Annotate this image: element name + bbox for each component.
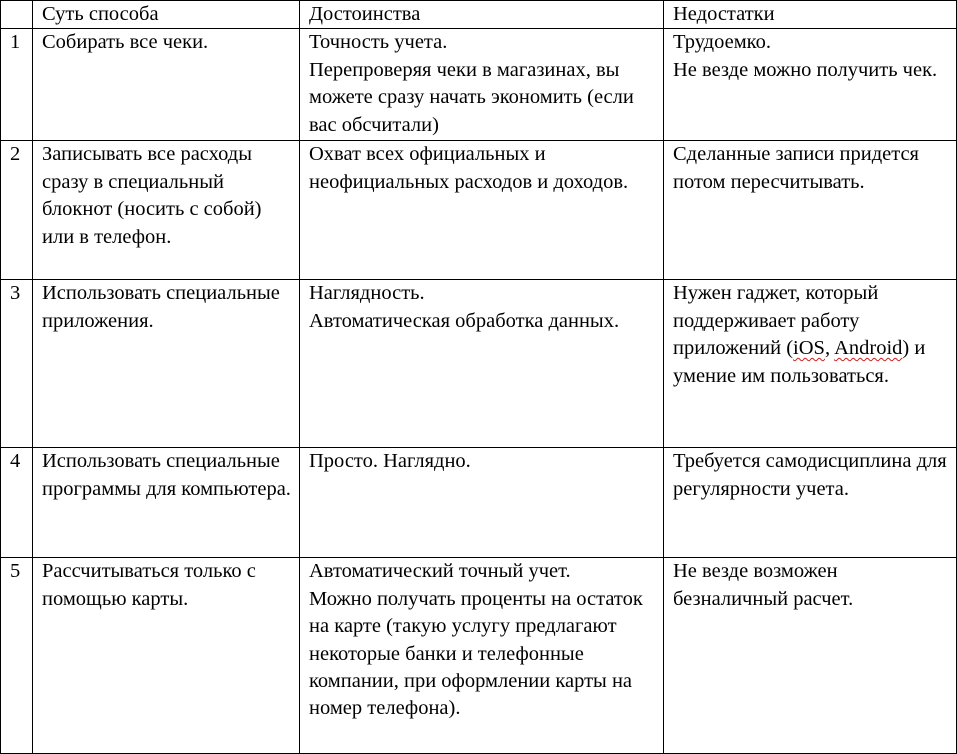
pros-cell: Наглядность. Автоматическая обработка данных. <box>300 280 664 448</box>
cons-cell <box>664 280 957 448</box>
table-row <box>1 558 957 754</box>
method-cell: Собирать все чеки. <box>33 29 300 141</box>
pros-cell: Автоматический точный учет. Можно получать проценты на остаток на карте (такую услугу предлагают некоторые банки и телефонные компании, при оформлении карты на номер телефона). <box>300 558 664 754</box>
table-row <box>1 448 957 558</box>
method-cell: Записывать все расходы сразу в специальный блокнот (носить с собой) или в телефон. <box>33 141 300 280</box>
method-cell: Использовать специальные программы для компьютера. <box>33 448 300 558</box>
header-cons: Недостатки <box>664 1 957 29</box>
method-cell: Рассчитываться только с помощью карты. <box>33 558 300 754</box>
table-row <box>1 141 957 280</box>
header-number <box>1 1 33 29</box>
cons-text: , <box>824 337 835 360</box>
cons-cell: Трудоемко. Не везде можно получить чек. <box>664 29 957 141</box>
cons-cell: Требуется самодисциплина для регулярности учета. <box>664 448 957 558</box>
spellcheck-word: Android <box>834 337 903 360</box>
header-pros: Достоинства <box>300 1 664 29</box>
method-cell: Использовать специальные приложения. <box>33 280 300 448</box>
pros-cell: Охват всех официальных и неофициальных расходов и доходов. <box>300 141 664 280</box>
row-number: 3 <box>1 280 33 448</box>
spellcheck-word: iOS <box>793 337 825 360</box>
cons-cell: Не везде возможен безналичный расчет. <box>664 558 957 754</box>
header-method: Суть способа <box>33 1 300 29</box>
pros-cell: Просто. Наглядно. <box>300 448 664 558</box>
row-number: 5 <box>1 558 33 754</box>
table-row <box>1 280 957 448</box>
row-number: 1 <box>1 29 33 141</box>
cons-text: Нужен гаджет, который поддерживает работу приложений ( <box>673 282 879 360</box>
row-number: 4 <box>1 448 33 558</box>
cons-text: ) и умение им пользоваться. <box>673 337 926 387</box>
table-row <box>1 29 957 141</box>
cons-cell: Сделанные записи придется потом пересчитывать. <box>664 141 957 280</box>
row-number: 2 <box>1 141 33 280</box>
header-row <box>1 1 957 29</box>
pros-cell: Точность учета. Перепроверяя чеки в магазинах, вы можете сразу начать экономить (если вас обсчитали) <box>300 29 664 141</box>
